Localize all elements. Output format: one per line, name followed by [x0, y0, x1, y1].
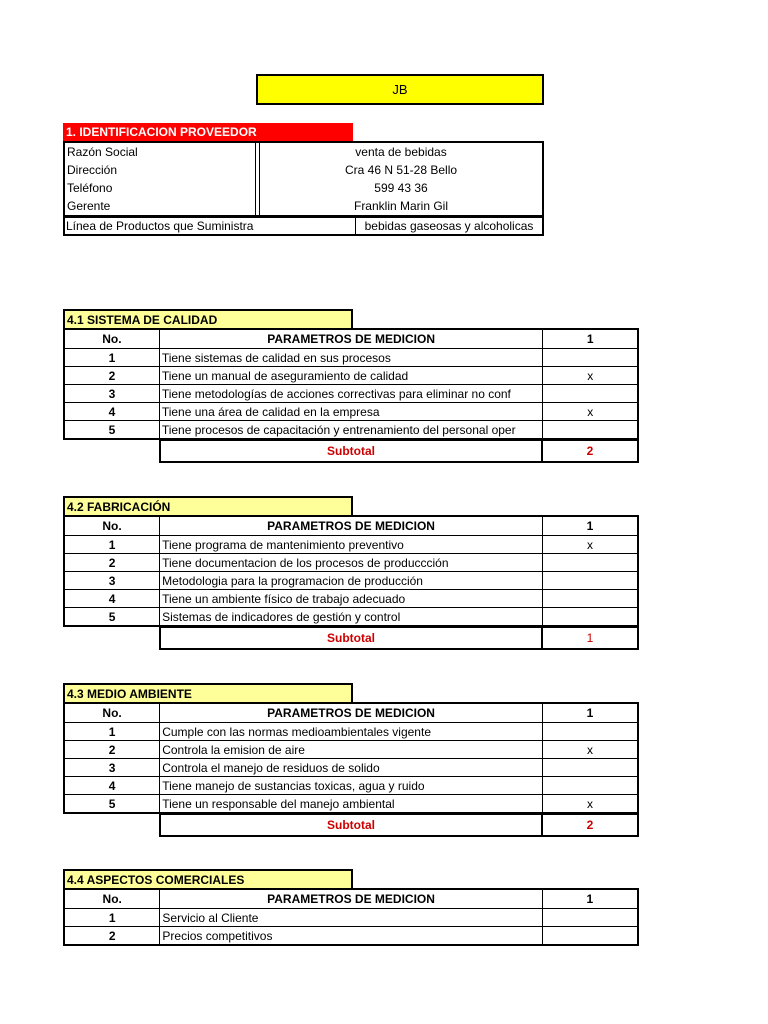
- table-row: [64, 536, 638, 554]
- row-param: Tiene manejo de sustancias toxicas, agua y ruido: [160, 777, 543, 795]
- row-mark: [543, 572, 639, 590]
- row-mark: x: [543, 367, 638, 385]
- row-param: Tiene un manual de aseguramiento de calidad: [159, 367, 543, 385]
- row-param: Cumple con las normas medioambientales vigente: [160, 723, 543, 741]
- row-no: 3: [64, 759, 160, 777]
- row-mark: [542, 927, 638, 946]
- subtotal-label: Subtotal: [160, 627, 542, 649]
- subtotal-value: 2: [542, 440, 638, 462]
- table-header-row: [64, 516, 638, 536]
- row-param: Controla el manejo de residuos de solido: [160, 759, 543, 777]
- row-mark: x: [542, 795, 638, 814]
- row-no: 2: [64, 927, 160, 946]
- row-mark: [543, 590, 639, 608]
- col-param-header: PARAMETROS DE MEDICION: [160, 516, 543, 536]
- table-row: [64, 421, 638, 440]
- col-score-header: 1: [542, 703, 638, 723]
- product-line-label: Línea de Productos que Suministra: [65, 218, 356, 234]
- product-line-row: [63, 217, 544, 236]
- section-table: [63, 515, 639, 627]
- table-row: [64, 572, 638, 590]
- table-row: [64, 741, 638, 759]
- row-param: Sistemas de indicadores de gestión y control: [160, 608, 543, 627]
- table-row: [64, 349, 638, 367]
- ident-value: 599 43 36: [374, 181, 428, 195]
- section-title: 4.4 ASPECTOS COMERCIALES: [63, 869, 353, 889]
- identification-table: [63, 141, 544, 217]
- row-mark: [543, 385, 638, 403]
- table-header-row: [64, 889, 638, 909]
- ident-label: Razón Social: [64, 142, 260, 161]
- row-no: 5: [64, 608, 160, 627]
- table-row: [64, 795, 638, 814]
- table-row: [64, 608, 638, 627]
- row-no: 4: [64, 590, 160, 608]
- row-mark: [543, 421, 638, 440]
- col-param-header: PARAMETROS DE MEDICION: [160, 703, 543, 723]
- row-no: 2: [64, 741, 160, 759]
- section-title: 4.2 FABRICACIÓN: [63, 496, 353, 516]
- ident-value: Franklin Marin Gil: [353, 199, 449, 213]
- row-param: Precios competitivos: [160, 927, 542, 946]
- row-param: Tiene metodologías de acciones correctivas para eliminar no conf: [159, 385, 543, 403]
- subtotal-row: [159, 626, 639, 650]
- ident-divider: [255, 141, 256, 218]
- row-param: Tiene documentacion de los procesos de produccción: [160, 554, 543, 572]
- section-table: [63, 328, 639, 440]
- ident-label: Gerente: [64, 197, 260, 216]
- row-param: Controla la emision de aire: [160, 741, 543, 759]
- row-no: 5: [64, 795, 160, 814]
- subtotal-row: [159, 813, 639, 837]
- row-param: Tiene una área de calidad en la empresa: [159, 403, 543, 421]
- subtotal-label: Subtotal: [160, 814, 542, 836]
- row-param: Tiene un ambiente físico de trabajo adecuado: [160, 590, 543, 608]
- row-mark: [542, 759, 638, 777]
- row-param: Metodologia para la programacion de producción: [160, 572, 543, 590]
- section-table: [63, 888, 639, 946]
- row-mark: [542, 723, 638, 741]
- table-row: [64, 909, 638, 927]
- row-no: 2: [64, 367, 159, 385]
- row-param: Tiene programa de mantenimiento preventivo: [160, 536, 543, 554]
- row-no: 1: [64, 349, 159, 367]
- table-header-row: [64, 703, 638, 723]
- row-mark: [542, 909, 638, 927]
- ident-row: [64, 179, 543, 197]
- subtotal-value: 2: [542, 814, 638, 836]
- row-mark: [542, 777, 638, 795]
- document-title: JB: [256, 74, 544, 105]
- row-mark: [543, 349, 638, 367]
- col-no-header: No.: [64, 329, 159, 349]
- ident-label: Teléfono: [64, 179, 260, 197]
- row-param: Tiene sistemas de calidad en sus procesos: [159, 349, 543, 367]
- section-title: 4.1 SISTEMA DE CALIDAD: [63, 309, 353, 329]
- table-row: [64, 723, 638, 741]
- col-no-header: No.: [64, 516, 160, 536]
- row-no: 2: [64, 554, 160, 572]
- col-score-header: 1: [543, 329, 638, 349]
- col-no-header: No.: [64, 703, 160, 723]
- ident-value: Cra 46 N 51-28 Bello: [344, 163, 458, 177]
- table-row: [64, 367, 638, 385]
- table-row: [64, 403, 638, 421]
- row-no: 1: [64, 723, 160, 741]
- subtotal-label: Subtotal: [160, 440, 542, 462]
- table-row: [64, 554, 638, 572]
- col-score-header: 1: [542, 889, 638, 909]
- col-param-header: PARAMETROS DE MEDICION: [160, 889, 542, 909]
- subtotal-row: [159, 439, 639, 463]
- table-row: [64, 385, 638, 403]
- row-no: 1: [64, 536, 160, 554]
- row-no: 4: [64, 777, 160, 795]
- col-score-header: 1: [543, 516, 639, 536]
- row-no: 4: [64, 403, 159, 421]
- section-title: 4.3 MEDIO AMBIENTE: [63, 683, 353, 703]
- col-no-header: No.: [64, 889, 160, 909]
- row-mark: [543, 608, 639, 627]
- subtotal-value: 1: [542, 627, 638, 649]
- col-param-header: PARAMETROS DE MEDICION: [159, 329, 543, 349]
- section-table: [63, 702, 639, 814]
- row-param: Tiene procesos de capacitación y entrenamiento del personal oper: [159, 421, 543, 440]
- row-no: 1: [64, 909, 160, 927]
- row-mark: x: [542, 741, 638, 759]
- row-no: 3: [64, 385, 159, 403]
- ident-row: [64, 142, 543, 161]
- row-param: Tiene un responsable del manejo ambiental: [160, 795, 543, 814]
- identification-header: 1. IDENTIFICACION PROVEEDOR: [63, 123, 353, 142]
- ident-row: [64, 161, 543, 179]
- product-line-value: bebidas gaseosas y alcoholicas: [364, 219, 534, 233]
- row-param: Servicio al Cliente: [160, 909, 542, 927]
- ident-row: [64, 197, 543, 216]
- row-no: 3: [64, 572, 160, 590]
- ident-label: Dirección: [64, 161, 260, 179]
- table-row: [64, 927, 638, 946]
- row-mark: x: [543, 403, 638, 421]
- row-no: 5: [64, 421, 159, 440]
- row-mark: [543, 554, 639, 572]
- table-row: [64, 759, 638, 777]
- table-row: [64, 590, 638, 608]
- table-header-row: [64, 329, 638, 349]
- ident-value: venta de bebidas: [355, 145, 447, 159]
- row-mark: x: [543, 536, 639, 554]
- table-row: [64, 777, 638, 795]
